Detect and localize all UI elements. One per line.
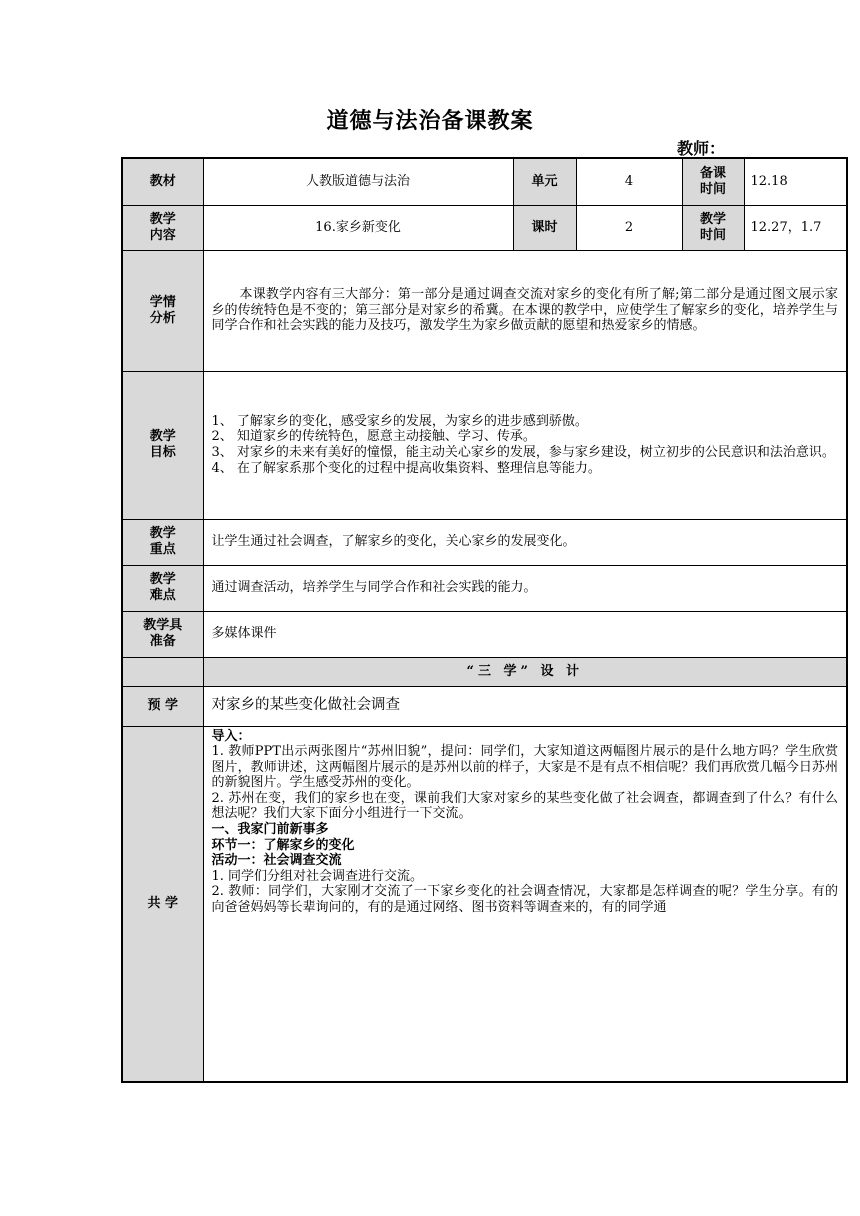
colearn-paragraph: 1. 教师PPT出示两张图片“苏州旧貌”，提问：同学们，大家知道这两幅图片展示的是什么地方吗？学生欣赏图片，教师讲述，这两幅图片展示的是苏州以前的样子，大家是不是有点不相信呢？我们再欣赏几幅今日苏州的新貌图片。学生感受苏州的变化。 [211, 744, 838, 791]
key-points-text: 让学生通过社会调查，了解家乡的变化，关心家乡的发展变化。 [203, 519, 847, 565]
row-goals [122, 371, 847, 519]
design-header: “三 学” 设 计 [203, 657, 847, 686]
row-colearn [122, 726, 847, 1082]
tools-text: 多媒体课件 [203, 611, 847, 657]
goals-label: 教学目标 [122, 371, 203, 519]
textbook-label: 教材 [122, 158, 203, 205]
teach-time-label: 教学时间 [682, 205, 744, 250]
period-value: 2 [576, 205, 682, 250]
document-title: 道德与法治备课教案 [326, 109, 534, 134]
colearn-paragraph: 2. 教师：同学们，大家刚才交流了一下家乡变化的社会调查情况，大家都是怎样调查的呢？学生分享。有的向爸爸妈妈等长辈询问的，有的是通过网络、图书资料等调查来的，有的同学通 [211, 884, 838, 916]
content-label: 教学内容 [122, 205, 203, 250]
lesson-plan-table [121, 157, 848, 1083]
preview-label: 预 学 [122, 686, 203, 726]
activity-heading: 活动一：社会调查交流 [211, 853, 342, 869]
goal-item: 3、 对家乡的未来有美好的憧憬，能主动关心家乡的发展，参与家乡建设，树立初步的公民意识和法治意识。 [211, 445, 835, 460]
row-difficulties [122, 565, 847, 611]
row-design-header [122, 657, 847, 686]
difficulties-label: 教学难点 [122, 565, 203, 611]
row-analysis [122, 250, 847, 371]
unit-label: 单元 [513, 158, 576, 205]
unit-value: 4 [576, 158, 682, 205]
prep-time-label: 备课时间 [682, 158, 744, 205]
row-key-points [122, 519, 847, 565]
prep-time-value: 12.18 [744, 158, 847, 205]
goal-item: 2、 知道家乡的传统特色，愿意主动接触、学习、传承。 [211, 429, 536, 445]
period-label: 课时 [513, 205, 576, 250]
goal-item: 1、 了解家乡的变化，感受家乡的发展，为家乡的进步感到骄傲。 [211, 413, 588, 429]
content-value: 16.家乡新变化 [203, 205, 513, 250]
row-content [122, 205, 847, 250]
teach-time-value: 12.27，1.7 [744, 205, 847, 250]
teacher-label: 教师： [677, 139, 726, 158]
row-preview [122, 686, 847, 726]
design-header-spacer [122, 657, 203, 686]
intro-heading: 导入： [211, 728, 251, 744]
goal-item: 4、 在了解家系那个变化的过程中提高收集资料、整理信息等能力。 [211, 460, 601, 476]
colearn-paragraph: 1. 同学们分组对社会调查进行交流。 [211, 868, 424, 884]
difficulties-text: 通过调查活动，培养学生与同学合作和社会实践的能力。 [203, 565, 847, 611]
colearn-content [203, 726, 847, 1082]
colearn-label: 共 学 [122, 726, 203, 1082]
analysis-label: 学情分析 [122, 250, 203, 371]
row-tools [122, 611, 847, 657]
goals-list [203, 371, 847, 519]
row-textbook [122, 158, 847, 205]
colearn-paragraph: 2. 苏州在变，我们的家乡也在变，课前我们大家对家乡的某些变化做了社会调查，都调查到了什么？有什么想法呢？我们大家下面分小组进行一下交流。 [211, 790, 838, 822]
section-heading: 一、我家门前新事多 [211, 822, 329, 838]
link-heading: 环节一：了解家乡的变化 [211, 837, 355, 853]
tools-label: 教学具准备 [122, 611, 203, 657]
analysis-text: 本课教学内容有三大部分：第一部分是通过调查交流对家乡的变化有所了解;第二部分是通过图文展示家乡的传统特色是不变的；第三部分是对家乡的希冀。在本课的教学中，应使学生了解家乡的变化，培养学生与同学合作和社会实践的能力及技巧，激发学生为家乡做贡献的愿望和热爱家乡的情感。 [203, 250, 847, 371]
preview-text: 对家乡的某些变化做社会调查 [203, 686, 847, 726]
textbook-value: 人教版道德与法治 [203, 158, 513, 205]
key-points-label: 教学重点 [122, 519, 203, 565]
